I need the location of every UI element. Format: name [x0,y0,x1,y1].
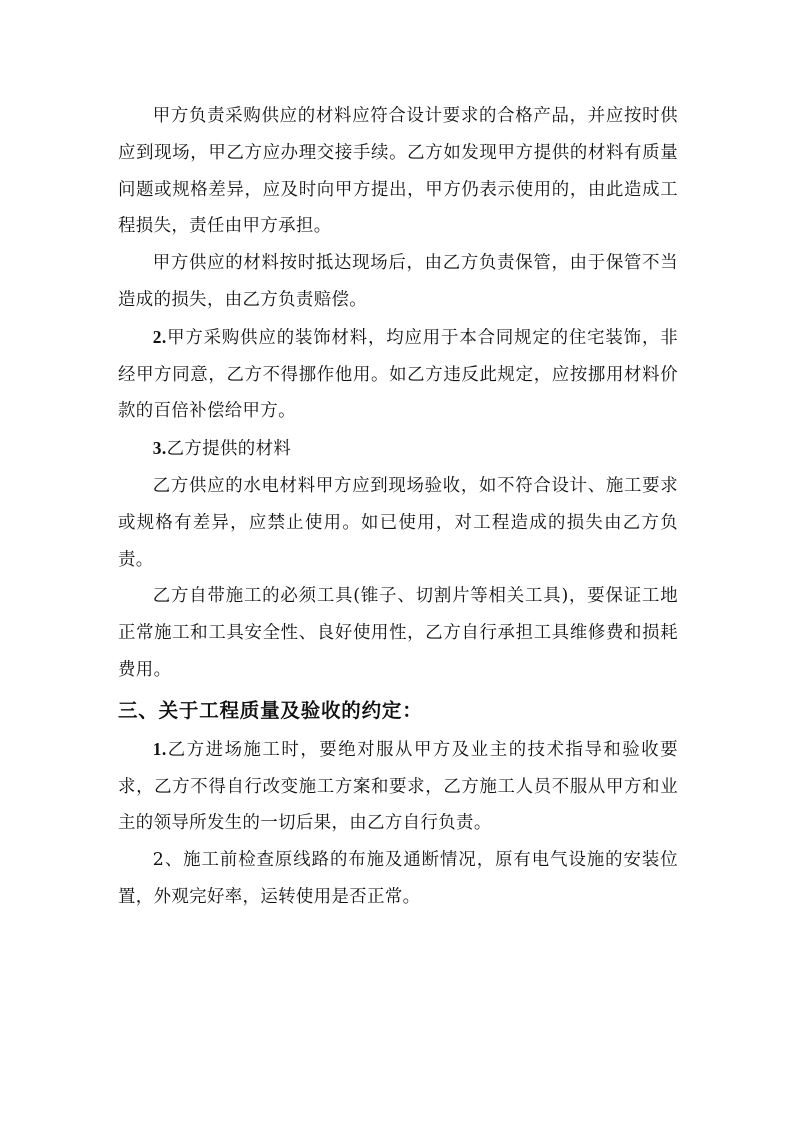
clause-text: 乙方进场施工时，要绝对服从甲方及业主的技术指导和验收要求，乙方不得自行改变施工方案和要求，乙方施工人员不服从甲方和业主的领导所发生的一切后果，由乙方自行负责。 [118,739,678,834]
clause-number: 2. [152,326,167,347]
clause-2-material-usage [118,319,678,430]
paragraph-material-custody: 甲方供应的材料按时抵达现场后，由乙方负责保管，由于保管不当造成的损失，由乙方负责赔偿。 [118,253,678,310]
document-body [118,98,678,916]
section-heading-quality-acceptance: 三、关于工程质量及验收的约定： [118,698,423,722]
clause-3-contractor-materials [118,430,678,468]
clause-number: 1. [152,738,167,759]
section-clause-1-compliance [118,731,678,842]
clause-text: 甲方采购供应的装饰材料，均应用于本合同规定的住宅装饰，非经甲方同意，乙方不得挪作他用。如乙方违反此规定，应按挪用材料价款的百倍补偿给甲方。 [118,327,678,422]
clause-number: 3. [152,438,167,459]
paragraph-material-supply-requirements: 甲方负责采购供应的材料应符合设计要求的合格产品，并应按时供应到现场，甲乙方应办理交接手续。乙方如发现甲方提供的材料有质量问题或规格差异，应及时向甲方提出，甲方仍表示使用的，由此造成工程损失，责任由甲方承担。 [118,106,678,237]
clause-text: 乙方提供的材料 [166,439,292,460]
section-clause-2-inspection: 2、施工前检查原线路的布施及通断情况，原有电气设施的安装位置，外观完好率，运转使用是否正常。 [118,850,678,907]
paragraph-electrical-material-inspection: 乙方供应的水电材料甲方应到现场验收，如不符合设计、施工要求或规格有差异，应禁止使用。如已使用，对工程造成的损失由乙方负责。 [118,475,678,570]
paragraph-tools-responsibility: 乙方自带施工的必须工具(锥子、切割片等相关工具)，要保证工地正常施工和工具安全性、良好使用性，乙方自行承担工具维修费和损耗费用。 [118,586,678,680]
